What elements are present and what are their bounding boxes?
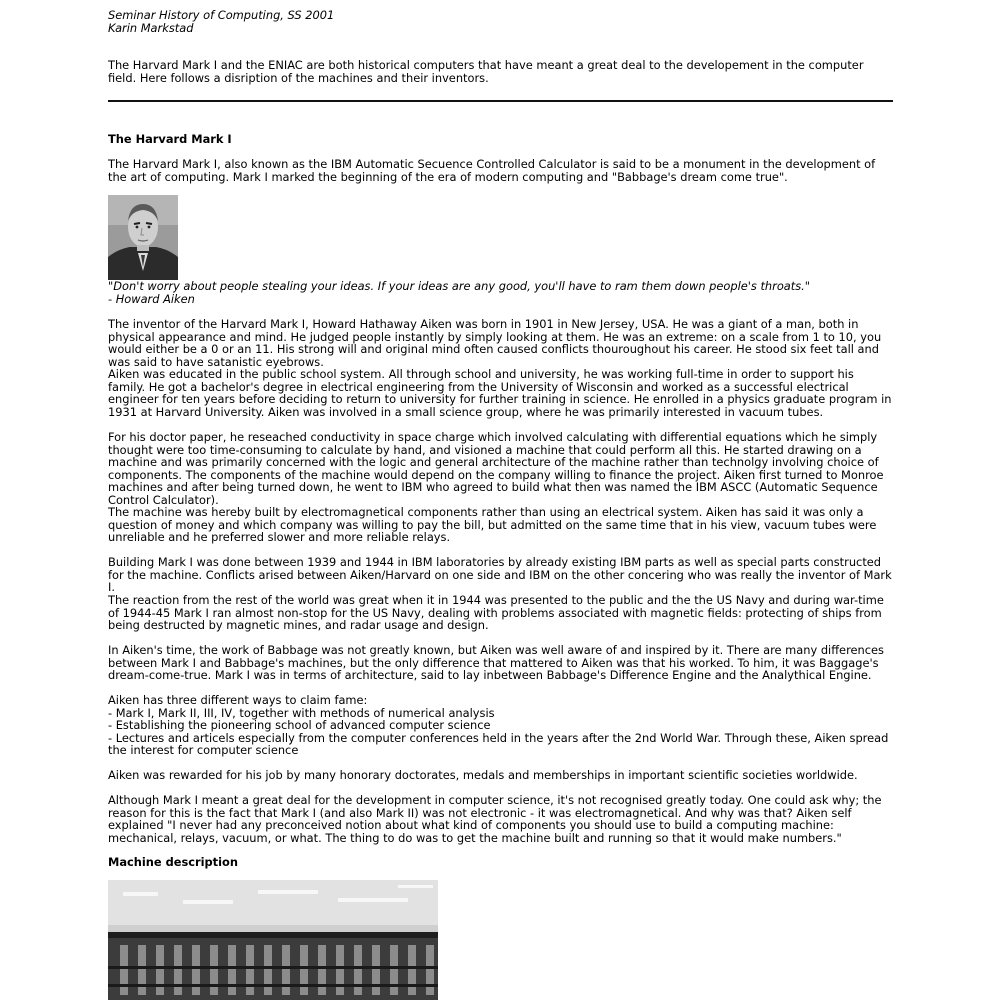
howard-aiken-portrait [108, 195, 178, 280]
paragraph-building-mark-i: Building Mark I was done between 1939 and 1944 in IBM laboratories by already existing IBM parts as well as special parts constructed for the machine. Conflicts arised between Aiken/Harvard on one side and IBM on the other concering who was really the inventor of Mark I. [108, 555, 892, 595]
mark-i-machine-photo [108, 880, 438, 1000]
paragraph-closing: Although Mark I meant a great deal for the development in computer science, it's not recognised greatly today. One could ask why; the reason for this is the fact that Mark I (and also Mark II) was not electronic - it was electromagnetical. And why was that? Aiken self explained "I never had any preconceived notion about what kind of components you should use to build a computing machine: mechanical, relays, vacuum, or what. The thing to do was to get the machine built and running so that it would make numbers." [108, 793, 882, 845]
author-name: Karin Markstad [108, 20, 194, 35]
paragraph-babbage: In Aiken's time, the work of Babbage was not greatly known, but Aiken was well aware of and inspired by it. There are many differences between Mark I and Babbage's machines, but the only difference that mattered to Aiken was that his worked. To him, it was Baggage's dream-come-true. Mark I was in terms of architecture, said to lay inbetween Babbage's Difference Engine and the Analythical Engine. [108, 643, 884, 683]
paragraph-aiken-education: Aiken was educated in the public school system. All through school and university, he was working full-time in order to support his family. He got a bachelor's degree in electrical engineering from the University of Wisconsin and worked as a successful electrical engineer for ten years before deciding to return to university for further training in science. He enrolled in a physics graduate program in 1931 at Harvard University. Aiken was involved in a small science group, where he was primarily interested in vacuum tubes. [108, 367, 892, 419]
paragraph-reaction: The reaction from the rest of the world was great when it in 1944 was presented to the public and the the US Navy and during war-time of 1944-45 Mark I ran almost non-stop for the US Navy, dealing with problems associated with magnetic fields: protecting of ships from being destructed by magnetic mines, and radar usage and design. [108, 593, 884, 633]
section-title-machine-description: Machine description [108, 855, 238, 869]
paragraph-doctor-paper: For his doctor paper, he reseached conductivity in space charge which involved calculating with differential equations which he simply thought were too time-consuming to calculate by hand, and visioned a machine that could perform all this. He started drawing on a machine and was primarily concerned with the logic and general architecture of the machine rather than technolgy involving choice of components. The components of the machine would depend on the company willing to finance the project. Aiken first turned to Monroe machines and after being turned down, he went to IBM who agreed to build what then was named the IBM ASCC (Automatic Sequence Control Calculator). [108, 430, 884, 507]
fame-item: - Lectures and articels especially from the computer conferences held in the years after the 2nd World War. Through these, Aiken spread the interest for computer science [108, 730, 889, 758]
fame-intro: Aiken has three different ways to claim fame: [108, 693, 368, 707]
section-title-harvard-mark-i: The Harvard Mark I [108, 132, 232, 146]
horizontal-divider [108, 100, 893, 102]
aiken-quote [108, 280, 810, 305]
seminar-title: Seminar History of Computing, SS 2001 [108, 8, 335, 22]
paragraph-rewarded: Aiken was rewarded for his job by many honorary doctorates, medals and memberships in important scientific societies worldwide. [108, 768, 858, 782]
fame-list [108, 694, 894, 757]
quote-author: - Howard Aiken [108, 291, 195, 306]
fame-item: - Establishing the pioneering school of advanced computer science [108, 718, 491, 733]
machine-photo-edge [438, 995, 663, 1000]
fame-item: - Mark I, Mark II, III, IV, together with methods of numerical analysis [108, 705, 495, 720]
lead-paragraph: The Harvard Mark I, also known as the IBM Automatic Secuence Controlled Calculator is said to be a monument in the development of the art of computing. Mark I marked the beginning of the era of modern computing and "Babbage's dream come true". [108, 157, 876, 184]
paragraph-electromagnetic: The machine was hereby built by electromagnetical components rather than using an electrical system. Aiken has said it was only a question of money and which company was willing to pay the bill, but admitted on the same time that in his view, vacuum tubes were unreliable and he preferred slower and more reliable relays. [108, 505, 877, 545]
paragraph-aiken-bio: The inventor of the Harvard Mark I, Howard Hathaway Aiken was born in 1901 in New Jersey, USA. He was a giant of a man, both in physical appearance and mind. He judged people instantly by simply looking at them. He was an extreme: on a scale from 1 to 10, you would either be a 0 or an 11. His strong will and original mind often caused conflicts thouroughout his career. He stood six feet tall and was said to have satanistic eyebrows. [108, 317, 882, 369]
intro-paragraph: The Harvard Mark I and the ENIAC are both historical computers that have meant a great deal to the developement in the computer field. Here follows a disription of the machines and their inventors. [108, 58, 864, 85]
document-header [108, 9, 334, 34]
quote-text: "Don't worry about people stealing your ideas. If your ideas are any good, you'll have to ram them down people's throats." [108, 279, 811, 293]
